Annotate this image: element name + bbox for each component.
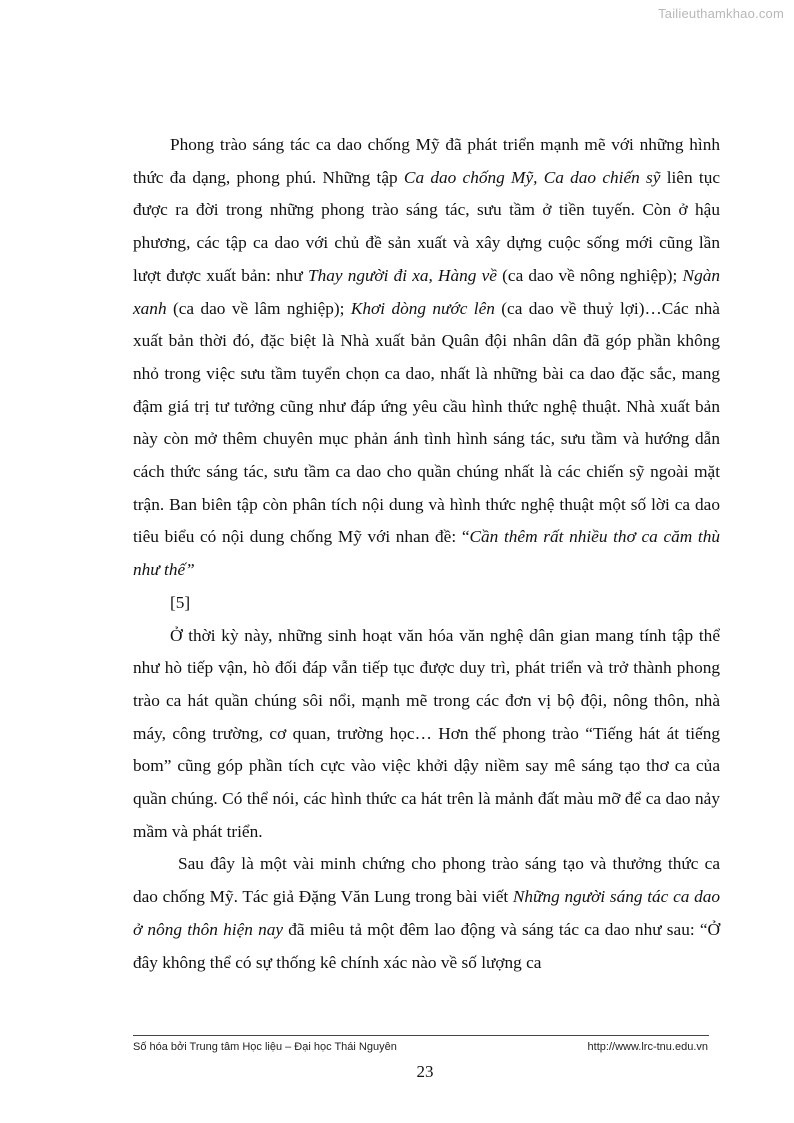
paragraph-1-text-1: Phong trào sáng tác ca dao chống Mỹ đã phát triển mạnh mẽ với những hình thức đa dạng, phong phú. Những tập: [133, 135, 720, 187]
footer-url: http://www.lrc-tnu.edu.vn: [587, 1041, 708, 1053]
title-article: Những người sáng tác ca dao ở nông thôn hiện nay: [133, 887, 721, 939]
quoted-title: Cần thêm rất nhiều thơ ca căm thù như thế”: [133, 527, 720, 580]
reference-marker: [5]: [170, 592, 191, 612]
paragraph-1-text-3: (ca dao về nông nghiệp);: [496, 265, 683, 285]
paragraph-1-text-4: (ca dao về lâm nghiệp);: [166, 298, 351, 318]
paragraph-1-text-2: liên tục được ra đời trong những phong trào sáng tác, sưu tầm ở tiền tuyến. Còn ở hậu phương, các tập ca dao với chủ đề sản xuất và xây dựng cuộc sống mới cũng lần lượt được xuất bản: như: [133, 167, 721, 285]
paragraph-1-text-5: (ca dao về thuỷ lợi)…Các nhà xuất bản thời đó, đặc biệt là Nhà xuất bản Quân đội nhân dân đã góp phần không nhỏ trong việc sưu tầm tuyển chọn ca dao, nhất là những bài ca dao đặc sắc, mang đậm giá trị tư tưởng cũng như đáp ứng yêu cầu hình thức nghệ thuật. Nhà xuất bản này còn mở thêm chuyên mục phản ánh tình hình sáng tác, sưu tầm và hướng dẫn cách thức sáng tác, sưu tầm ca dao cho quần chúng nhất là các chiến sỹ ngoài mặt trận. Ban biên tập còn phân tích nội dung và hình thức nghệ thuật một số lời ca dao tiêu biểu có nội dung chống Mỹ với nhan đề: “: [133, 298, 720, 547]
title-ngan-xanh: Ngàn xanh: [133, 265, 720, 318]
paragraph-3-text-2: đã miêu tả một đêm lao động và sáng tác ca dao như sau: “Ở đây không thể có sự thống kê chính xác nào về số lượng ca: [133, 919, 720, 972]
footer-source: Số hóa bởi Trung tâm Học liệu – Đại học Thái Nguyên: [133, 1041, 397, 1053]
paragraph-2: Ở thời kỳ này, những sinh hoạt văn hóa văn nghệ dân gian mang tính tập thể như hò tiếp vận, hò đối đáp vẫn tiếp tục được duy trì, phát triển và trở thành phong trào ca hát quần chúng sôi nổi, mạnh mẽ trong các đơn vị bộ đội, nông thôn, nhà máy, công trường, cơ quan, trường học… Hơn thế phong trào “Tiếng hát át tiếng bom” cũng góp phần tích cực vào việc khởi dậy niềm say mê sáng tạo thơ ca của quần chúng. Có thể nói, các hình thức ca hát trên là mảnh đất màu mỡ để ca dao nảy mầm và phát triển.: [133, 625, 720, 841]
paragraph-3-text-1: Sau đây là một vài minh chứng cho phong trào sáng tạo và thưởng thức ca dao chống Mỹ. Tác giả Đặng Văn Lung trong bài viết: [133, 854, 720, 907]
paragraph-3: [133, 848, 720, 979]
title-thay-nguoi-di-xa: Thay người đi xa, Hàng về: [307, 265, 497, 285]
page-number: 23: [416, 1062, 434, 1081]
title-khoi-dong-nuoc-len: Khơi dòng nước lên: [350, 298, 495, 318]
title-ca-dao-chong-my: Ca dao chống Mỹ, Ca dao chiến sỹ: [403, 167, 661, 187]
footer-divider: [133, 1035, 709, 1036]
watermark-text: Tailieuthamkhao.com: [658, 6, 784, 21]
paragraph-1: [133, 129, 720, 620]
document-body: [133, 129, 720, 979]
